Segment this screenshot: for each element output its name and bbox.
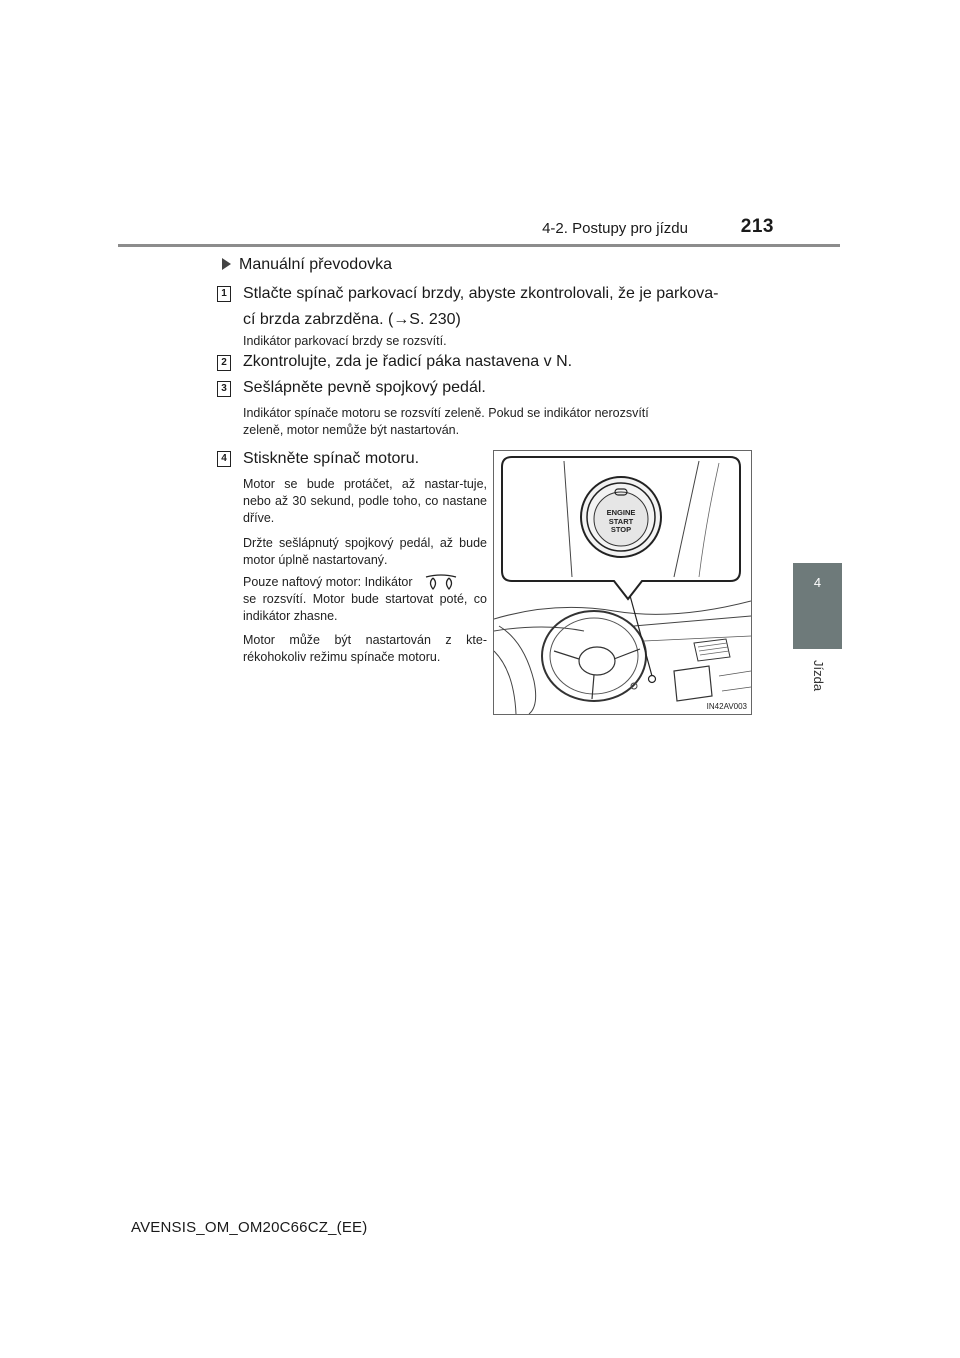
engine-button-line-1: ENGINE [606,508,636,517]
step-4-note-3-text: Pouze naftový motor: Indikátor [243,575,413,589]
engine-start-illustration [493,450,752,715]
step-4-note-4: se rozsvítí. Motor bude startovat poté, co indikátor zhasne. [243,592,487,623]
step-number-2: 2 [217,355,231,371]
triangle-bullet-icon [222,258,231,270]
step-4-note-3 [243,574,487,592]
step-4-note-2: Držte sešlápnutý spojkový pedál, až bude motor úplně nastartovaný. [243,536,487,567]
header-section-title: 4-2. Postupy pro jízdu [542,220,688,237]
step-3-note-line-1: Indikátor spínače motoru se rozsvítí zeleně. Pokud se indikátor nerozsvítí [243,406,649,420]
step-1-text [243,281,748,333]
step-3-note [243,405,748,439]
step-2-text: Zkontrolujte, zda je řadicí páka nastavena v N. [243,353,573,370]
step-1-line-2: cí brzda zabrzděna. (→S. 230) [243,311,461,328]
step-1-line-1: Stlačte spínač parkovací brzdy, abyste zkontrolovali, že je parkova- [243,285,719,302]
subheading [222,256,392,274]
chapter-label-wrapper [808,660,828,720]
step-4-note-5: Motor může být nastartován z kte-rékohokoliv režimu spínače motoru. [243,633,487,664]
header-rule [118,244,840,247]
dashboard-drawing [494,451,751,714]
step-number-4: 4 [217,451,231,467]
step-4-text: Stiskněte spínač motoru. [243,450,420,467]
step-number-3: 3 [217,381,231,397]
chapter-number: 4 [813,575,822,590]
step-number-1: 1 [217,286,231,302]
subheading-text: Manuální převodovka [239,256,392,273]
engine-button-line-3: STOP [610,525,632,534]
glow-plug-indicator-icon [424,574,458,592]
figure-code: IN42AV003 [706,702,747,711]
step-1-note: Indikátor parkovací brzdy se rozsvítí. [243,334,447,348]
step-3-note-line-2: zeleně, motor nemůže být nastartován. [243,423,460,437]
page-number: 213 [740,216,774,237]
chapter-label: Jízda [811,660,826,692]
step-4-note-1: Motor se bude protáčet, až nastar-tuje, nebo až 30 sekund, podle toho, co nastane dříve. [243,477,487,525]
engine-button-label [596,509,646,535]
engine-button-line-2: START [608,516,634,526]
step-3-text: Sešlápněte pevně spojkový pedál. [243,379,486,396]
footer-doc-id: AVENSIS_OM_OM20C66CZ_(EE) [131,1219,368,1236]
